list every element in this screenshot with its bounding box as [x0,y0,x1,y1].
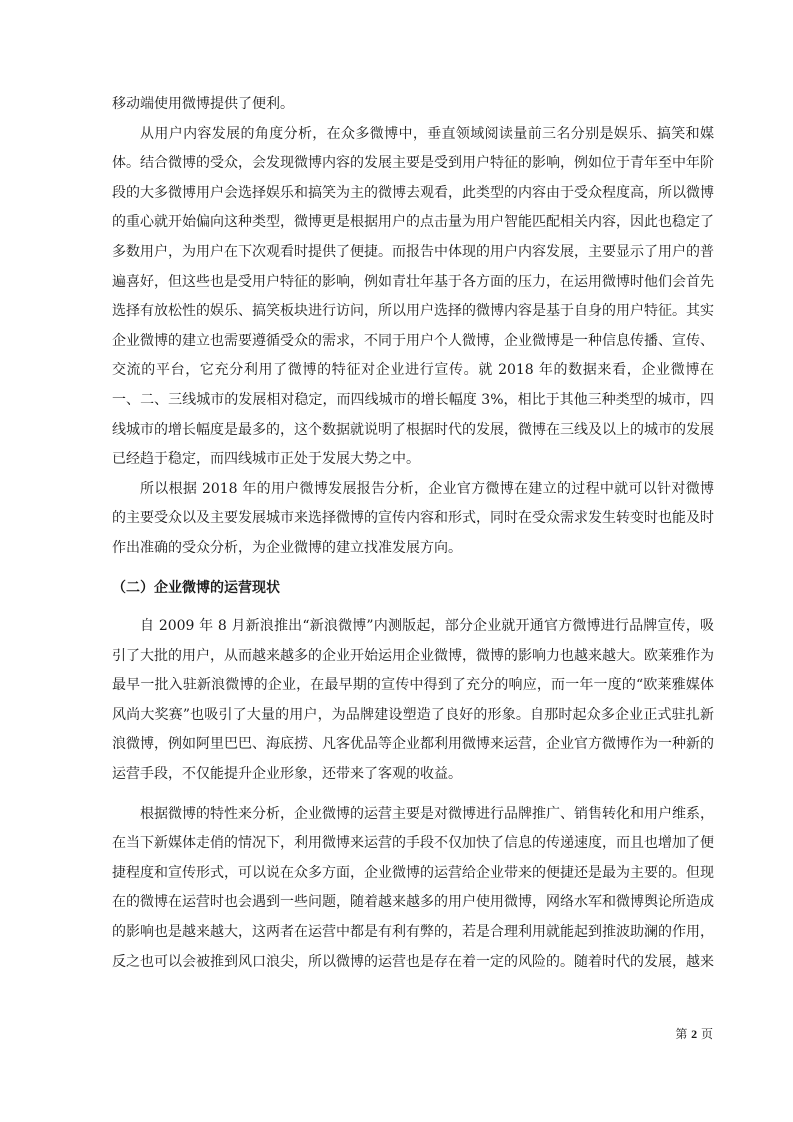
paragraph-continuation: 移动端使用微博提供了便利。 [112,96,294,112]
page-footer [0,1026,713,1042]
footer-suffix: 页 [700,1027,713,1041]
document-body [112,90,714,977]
page-number: 2 [691,1027,698,1041]
section-heading: （二）企业微博的运营现状 [112,579,280,596]
paragraph-user-content: 从用户内容发展的角度分析，在众多微博中，垂直领域阅读量前三名分别是娱乐、搞笑和媒体。结合微博的受众，会发现微博内容的发展主要是受到用户特征的影响，例如位于青年至中年阶段的大多微博用户会选择娱乐和搞笑为主的微博去观看，此类型的内容由于受众程度高，所以微博的重心就开始偏向这种类型，微博更是根据用户的点击量为用户智能匹配相关内容，因此也稳定了多数用户，为用户在下次观看时提供了便捷。而报告中体现的用户内容发展，主要显示了用户的普遍喜好，但这些也是受用户特征的影响，例如青壮年基于各方面的压力，在运用微博时他们会首先选择有放松性的娱乐、搞笑板块进行访问，所以用户选择的微博内容是基于自身的用户特征。其实企业微博的建立也需要遵循受众的需求，不同于用户个人微博，企业微博是一种信息传播、宣传、交流的平台，它充分利用了微博的特征对企业进行宣传。就 2018 年的数据来看，企业微博在一、二、三线城市的发展相对稳定，而四线城市的增长幅度 3%，相比于其他三种类型的城市，四线城市的增长幅度是最多的，这个数据就说明了根据时代的发展，微博在三线及以上的城市的发展已经趋于稳定，而四线城市正处于发展大势之中。 [112,125,714,468]
paragraph-history: 自 2009 年 8 月新浪推出“新浪微博”内测版起，部分企业就开通官方微博进行品牌宣传，吸引了大批的用户，从而越来越多的企业开始运用企业微博，微博的影响力也越来越大。欧莱雅作为最早一批入驻新浪微博的企业，在最早期的宣传中得到了充分的响应，而一年一度的“欧莱雅媒体风尚大奖赛”也吸引了大量的用户，为品牌建设塑造了良好的形象。自那时起众多企业正式驻扎新浪微博，例如阿里巴巴、海底捞、凡客优品等企业都利用微博来运营，企业官方微博作为一种新的运营手段，不仅能提升企业形象，还带来了客观的收益。 [112,618,714,783]
paragraph-conclusion: 所以根据 2018 年的用户微博发展报告分析，企业官方微博在建立的过程中就可以针对微博的主要受众以及主要发展城市来选择微博的宣传内容和形式，同时在受众需求发生转变时也能及时作出准确的受众分析，为企业微博的建立找准发展方向。 [112,480,714,556]
spacer [112,790,714,800]
footer-prefix: 第 [675,1027,688,1041]
paragraph-operations: 根据微博的特性来分析，企业微博的运营主要是对微博进行品牌推广、销售转化和用户维系，在当下新媒体走俏的情况下，利用微博来运营的手段不仅加快了信息的传递速度，而且也增加了便捷程度和宣传形式，可以说在众多方面，企业微博的运营给企业带来的便捷还是最为主要的。但现在的微博在运营时也会遇到一些问题，随着越来越多的用户使用微博，网络水军和微博舆论所造成的影响也是越来越大，这两者在运营中都是有利有弊的，若是合理利用就能起到推波助澜的作用，反之也可以会被推到风口浪尖，所以微博的运营也是存在着一定的风险的。随着时代的发展，越来 [112,805,714,970]
spacer [112,564,714,574]
spacer [112,603,714,612]
